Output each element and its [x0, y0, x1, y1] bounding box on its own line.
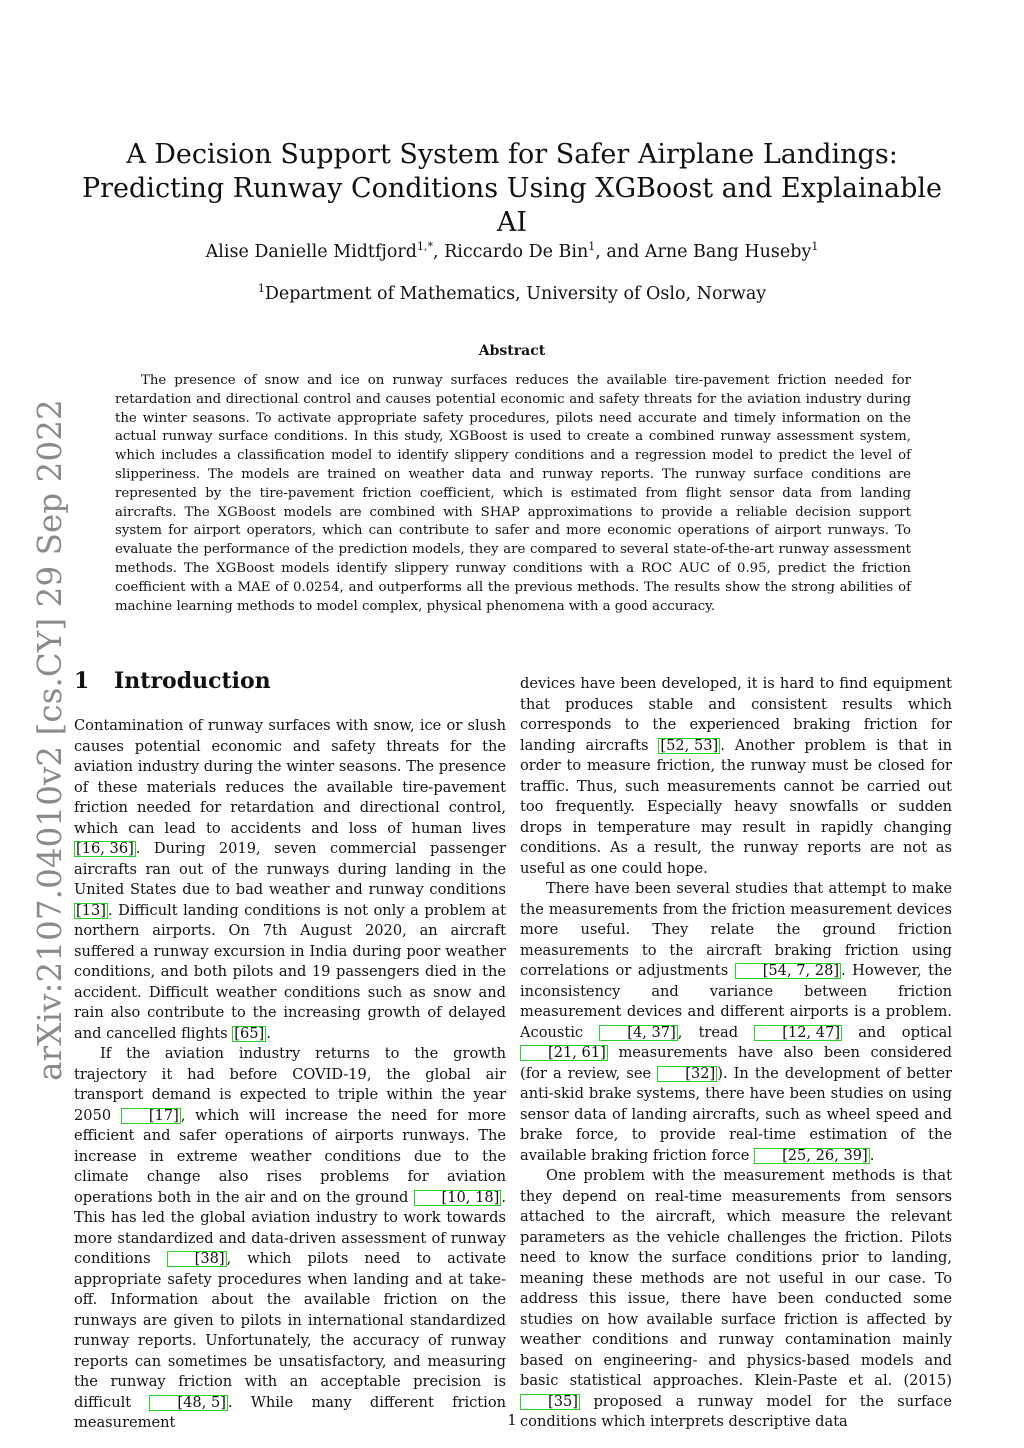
- left-column: [74, 666, 506, 1434]
- citation-link[interactable]: [12, 47]: [754, 1025, 842, 1041]
- affiliation: [80, 282, 944, 306]
- author-affiliation-mark: 1: [588, 240, 596, 253]
- citation-link[interactable]: [4, 37]: [599, 1025, 678, 1041]
- citation-link[interactable]: [32]: [657, 1066, 717, 1082]
- paper-title: A Decision Support System for Safer Airplane Landings: Predicting Runway Conditions Using XGBoost and Explainable AI: [81, 139, 943, 238]
- citation-link[interactable]: [25, 26, 39]: [754, 1148, 870, 1164]
- affiliation-mark: 1: [257, 282, 265, 295]
- paragraph: If the aviation industry returns to the growth trajectory it had before COVID-19, the global air transport demand is expected to triple within the year 2050 [17] , which will increase the need for more efficient and safer operations of airports runways. The increase in extreme weather conditions due to the climate change also rises problems for aviation operations both in the air and on the ground [10, 18] . This has led the global aviation industry to work towards more standardized and data-driven assessment of runway conditions [38] , which pilots need to activate appropriate safety procedures when landing and at take-off. Information about the available friction on the runways are given to pilots in international standardized runway reports. Unfortunately, the accuracy of runway reports can sometimes be unsatisfactory, and measuring the runway friction with an acceptable precision is difficult [48, 5] . While many different friction measurement: [74, 1045, 507, 1431]
- author-affiliation-mark: 1,*: [416, 240, 433, 253]
- paragraph: There have been several studies that attempt to make the measurements from the friction measurement devices more useful. They relate the ground friction measurements to the aircraft braking friction using correlations or adjustments [54, 7, 28] . However, the inconsistency and variance between friction measurement devices and different airports is a problem. Acoustic [4, 37] , tread [12, 47] and optical [21, 61] measurements have also been considered (for a review, see [32] ). In the development of better anti-skid brake systems, there have been studies on using sensor data of landing aircrafts, such as wheel speed and brake force, to provide real-time estimation of the available braking friction force [25, 26, 39] .: [520, 880, 953, 1164]
- citation-link[interactable]: [17]: [121, 1108, 181, 1124]
- citation-link[interactable]: [48, 5]: [149, 1395, 228, 1411]
- citation-link[interactable]: [54, 7, 28]: [735, 963, 841, 979]
- abstract-body: The presence of snow and ice on runway surfaces reduces the available tire-pavement friction needed for retardation and directional control and causes potential economic and safety threats for the aviation industry during the winter seasons. To activate appropriate safety procedures, pilots need accurate and timely information on the actual runway surface conditions. In this study, XGBoost is used to create a combined runway assessment system, which includes a classification model to identify slippery conditions and a regression model to predict the level of slipperiness. The models are trained on weather data and runway reports. The runway surface conditions are represented by the tire-pavement friction coefficient, which is estimated from flight sensor data from landing aircrafts. The XGBoost models are combined with SHAP approximations to provide a reliable decision support system for airport operators, which can contribute to safer and more economic operations of airport runways. To evaluate the performance of the prediction models, they are compared to several state-of-the-art runway assessment methods. The XGBoost models identify slippery runway conditions with a ROC AUC of 0.95, predict the friction coefficient with a MAE of 0.0254, and outperforms all the previous methods. The results show the strong abilities of machine learning methods to model complex, physical phenomena with a good accuracy.: [115, 373, 911, 614]
- author-list: Alise Danielle Midtfjord$^{1,*}$, Riccardo De Bin$^1$, and Arne Bang Huseby$^1$: [205, 240, 819, 262]
- citation-link[interactable]: [52, 53]: [660, 736, 719, 754]
- citation-link[interactable]: [38]: [167, 1251, 227, 1267]
- section-title: Introduction: [114, 668, 271, 694]
- citation-link[interactable]: [65]: [234, 1024, 265, 1042]
- paragraph: One problem with the measurement methods is that they depend on real-time measurements from sensors attached to the aircraft, which measure the relevant parameters as the vehicle challenges the friction. Pilots need to know the surface conditions prior to landing, meaning these methods are not useful in our case. To address this issue, there have been conducted some studies on how available surface friction is affected by weather conditions and runway contamination mainly based on engineering- and physics-based models and basic statistical approaches. Klein-Paste et al. (2015) [35] proposed a runway model for the surface conditions which interprets descriptive data: [520, 1167, 952, 1430]
- author-affiliation-mark: 1: [811, 240, 819, 253]
- author-name: Riccardo De Bin: [444, 242, 589, 262]
- citation-link[interactable]: [16, 36]: [76, 840, 134, 857]
- section-heading: [74, 666, 506, 696]
- paragraph: Contamination of runway surfaces with snow, ice or slush causes potential economic and safety threats for the aviation industry during the winter seasons. The presence of these materials reduces the available tire-pavement friction needed for retardation and directional control, which can lead to accidents and loss of human lives [16, 36] . During 2019, seven commercial passenger aircrafts ran out of the runways during landing in the United States due to bad weather and runway conditions [13] . Difficult landing conditions is not only a problem at northern airports. On 7th August 2020, an aircraft suffered a runway excursion in India during poor weather conditions, and both pilots and 19 passengers died in the accident. Difficult weather conditions such as snow and rain also contribute to the increasing growth of delayed and cancelled flights [65] .: [74, 717, 506, 1042]
- citation-link[interactable]: [35]: [520, 1394, 580, 1410]
- page-number: 1: [507, 1411, 517, 1429]
- citation-link[interactable]: [10, 18]: [414, 1190, 502, 1206]
- affiliation-text: Department of Mathematics, University of Oslo, Norway: [264, 284, 767, 304]
- arxiv-side-stamp: arXiv:2107.04010v2 [cs.CY] 29 Sep 2022: [31, 399, 69, 1081]
- abstract-heading: Abstract: [478, 343, 546, 359]
- citation-link[interactable]: [21, 61]: [520, 1045, 608, 1061]
- author-name: Alise Danielle Midtfjord: [205, 242, 417, 262]
- section-number: 1: [74, 668, 90, 694]
- citation-link[interactable]: [13]: [76, 901, 106, 919]
- author-name: Arne Bang Huseby: [644, 242, 812, 262]
- paragraph: devices have been developed, it is hard to find equipment that produces stable and consistent results which corresponds to the experienced braking friction for landing aircrafts [52, 53] . Another problem is that in order to measure friction, the runway must be closed for traffic. Thus, such measurements cannot be carried out too frequently. Especially heavy snowfalls or sudden drops in temperature may result in rapidly changing conditions. As a result, the runway reports are not as useful as one could hope.: [520, 675, 952, 877]
- right-column: [520, 674, 952, 1433]
